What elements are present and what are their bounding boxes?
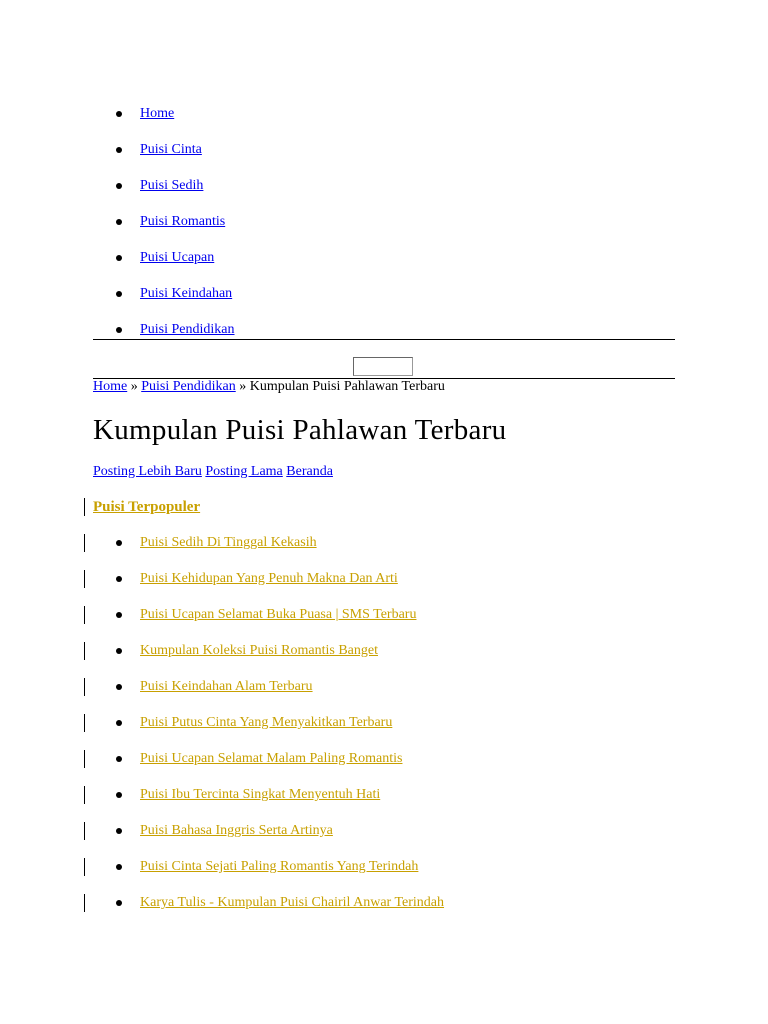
nav-item-puisi-sedih	[93, 168, 675, 204]
older-post-link[interactable]: Posting Lama	[205, 464, 283, 479]
bullet-icon	[116, 291, 122, 297]
popular-post-link[interactable]: Puisi Ucapan Selamat Buka Puasa | SMS Terbaru	[140, 607, 417, 622]
breadcrumb	[93, 378, 445, 396]
nav-item-puisi-ucapan	[93, 240, 675, 276]
breadcrumb-category-link[interactable]: Puisi Pendidikan	[141, 379, 236, 394]
list-item	[93, 561, 675, 597]
bullet-icon	[116, 111, 122, 117]
nav-link-puisi-romantis[interactable]: Puisi Romantis	[140, 214, 226, 229]
bullet-icon	[116, 612, 122, 618]
nav-link-puisi-pendidikan[interactable]: Puisi Pendidikan	[140, 322, 235, 337]
nav-item-puisi-keindahan	[93, 276, 675, 312]
nav-link-home[interactable]: Home	[140, 106, 175, 121]
list-item	[93, 525, 675, 561]
nav-item-puisi-pendidikan	[93, 312, 675, 348]
nav-item-puisi-cinta	[93, 132, 675, 168]
post-navigation	[93, 462, 333, 482]
bullet-icon	[116, 540, 122, 546]
list-item	[93, 885, 675, 921]
popular-post-link[interactable]: Puisi Ibu Tercinta Singkat Menyentuh Hati	[140, 787, 381, 802]
text-cursor-marker	[84, 858, 85, 876]
popular-post-link[interactable]: Puisi Putus Cinta Yang Menyakitkan Terbaru	[140, 715, 393, 730]
search-input[interactable]	[353, 357, 413, 376]
divider	[93, 339, 675, 340]
list-item	[93, 849, 675, 885]
text-cursor-marker	[84, 570, 85, 588]
text-cursor-marker	[84, 642, 85, 660]
list-item	[93, 669, 675, 705]
nav-link-puisi-keindahan[interactable]: Puisi Keindahan	[140, 286, 233, 301]
bullet-icon	[116, 828, 122, 834]
popular-heading	[93, 496, 200, 518]
text-cursor-marker	[84, 894, 85, 912]
text-cursor-marker	[84, 678, 85, 696]
text-cursor-marker	[84, 498, 85, 516]
nav-link-puisi-ucapan[interactable]: Puisi Ucapan	[140, 250, 215, 265]
bullet-icon	[116, 255, 122, 261]
popular-post-link[interactable]: Kumpulan Koleksi Puisi Romantis Banget	[140, 643, 378, 658]
list-item	[93, 597, 675, 633]
bullet-icon	[116, 792, 122, 798]
popular-post-link[interactable]: Puisi Bahasa Inggris Serta Artinya	[140, 823, 333, 838]
popular-post-link[interactable]: Puisi Kehidupan Yang Penuh Makna Dan Arti	[140, 571, 398, 586]
popular-post-link[interactable]: Puisi Keindahan Alam Terbaru	[140, 679, 313, 694]
bullet-icon	[116, 183, 122, 189]
breadcrumb-separator: »	[130, 379, 138, 394]
popular-posts-list	[93, 525, 675, 921]
bullet-icon	[116, 684, 122, 690]
bullet-icon	[116, 720, 122, 726]
list-item	[93, 813, 675, 849]
newer-post-link[interactable]: Posting Lebih Baru	[93, 464, 202, 479]
popular-post-link[interactable]: Puisi Cinta Sejati Paling Romantis Yang Terindah	[140, 859, 419, 874]
bullet-icon	[116, 219, 122, 225]
bullet-icon	[116, 327, 122, 333]
breadcrumb-separator: »	[239, 379, 247, 394]
bullet-icon	[116, 864, 122, 870]
bullet-icon	[116, 900, 122, 906]
popular-post-link[interactable]: Puisi Sedih Di Tinggal Kekasih	[140, 535, 317, 550]
text-cursor-marker	[84, 534, 85, 552]
nav-link-puisi-cinta[interactable]: Puisi Cinta	[140, 142, 202, 157]
text-cursor-marker	[84, 822, 85, 840]
list-item	[93, 705, 675, 741]
nav-item-home	[93, 96, 675, 132]
page-title: Kumpulan Puisi Pahlawan Terbaru	[93, 414, 507, 446]
popular-post-link[interactable]: Puisi Ucapan Selamat Malam Paling Romantis	[140, 751, 403, 766]
breadcrumb-current: Kumpulan Puisi Pahlawan Terbaru	[249, 379, 445, 394]
text-cursor-marker	[84, 714, 85, 732]
bullet-icon	[116, 756, 122, 762]
text-cursor-marker	[84, 606, 85, 624]
home-link[interactable]: Beranda	[286, 464, 333, 479]
popular-heading-link[interactable]: Puisi Terpopuler	[93, 499, 201, 515]
bullet-icon	[116, 147, 122, 153]
text-cursor-marker	[84, 750, 85, 768]
nav-link-puisi-sedih[interactable]: Puisi Sedih	[140, 178, 204, 193]
nav-item-puisi-romantis	[93, 204, 675, 240]
popular-post-link[interactable]: Karya Tulis - Kumpulan Puisi Chairil Anwar Terindah	[140, 895, 445, 910]
list-item	[93, 633, 675, 669]
bullet-icon	[116, 576, 122, 582]
breadcrumb-home-link[interactable]: Home	[93, 379, 128, 394]
main-nav	[93, 96, 675, 348]
list-item	[93, 777, 675, 813]
list-item	[93, 741, 675, 777]
text-cursor-marker	[84, 786, 85, 804]
bullet-icon	[116, 648, 122, 654]
